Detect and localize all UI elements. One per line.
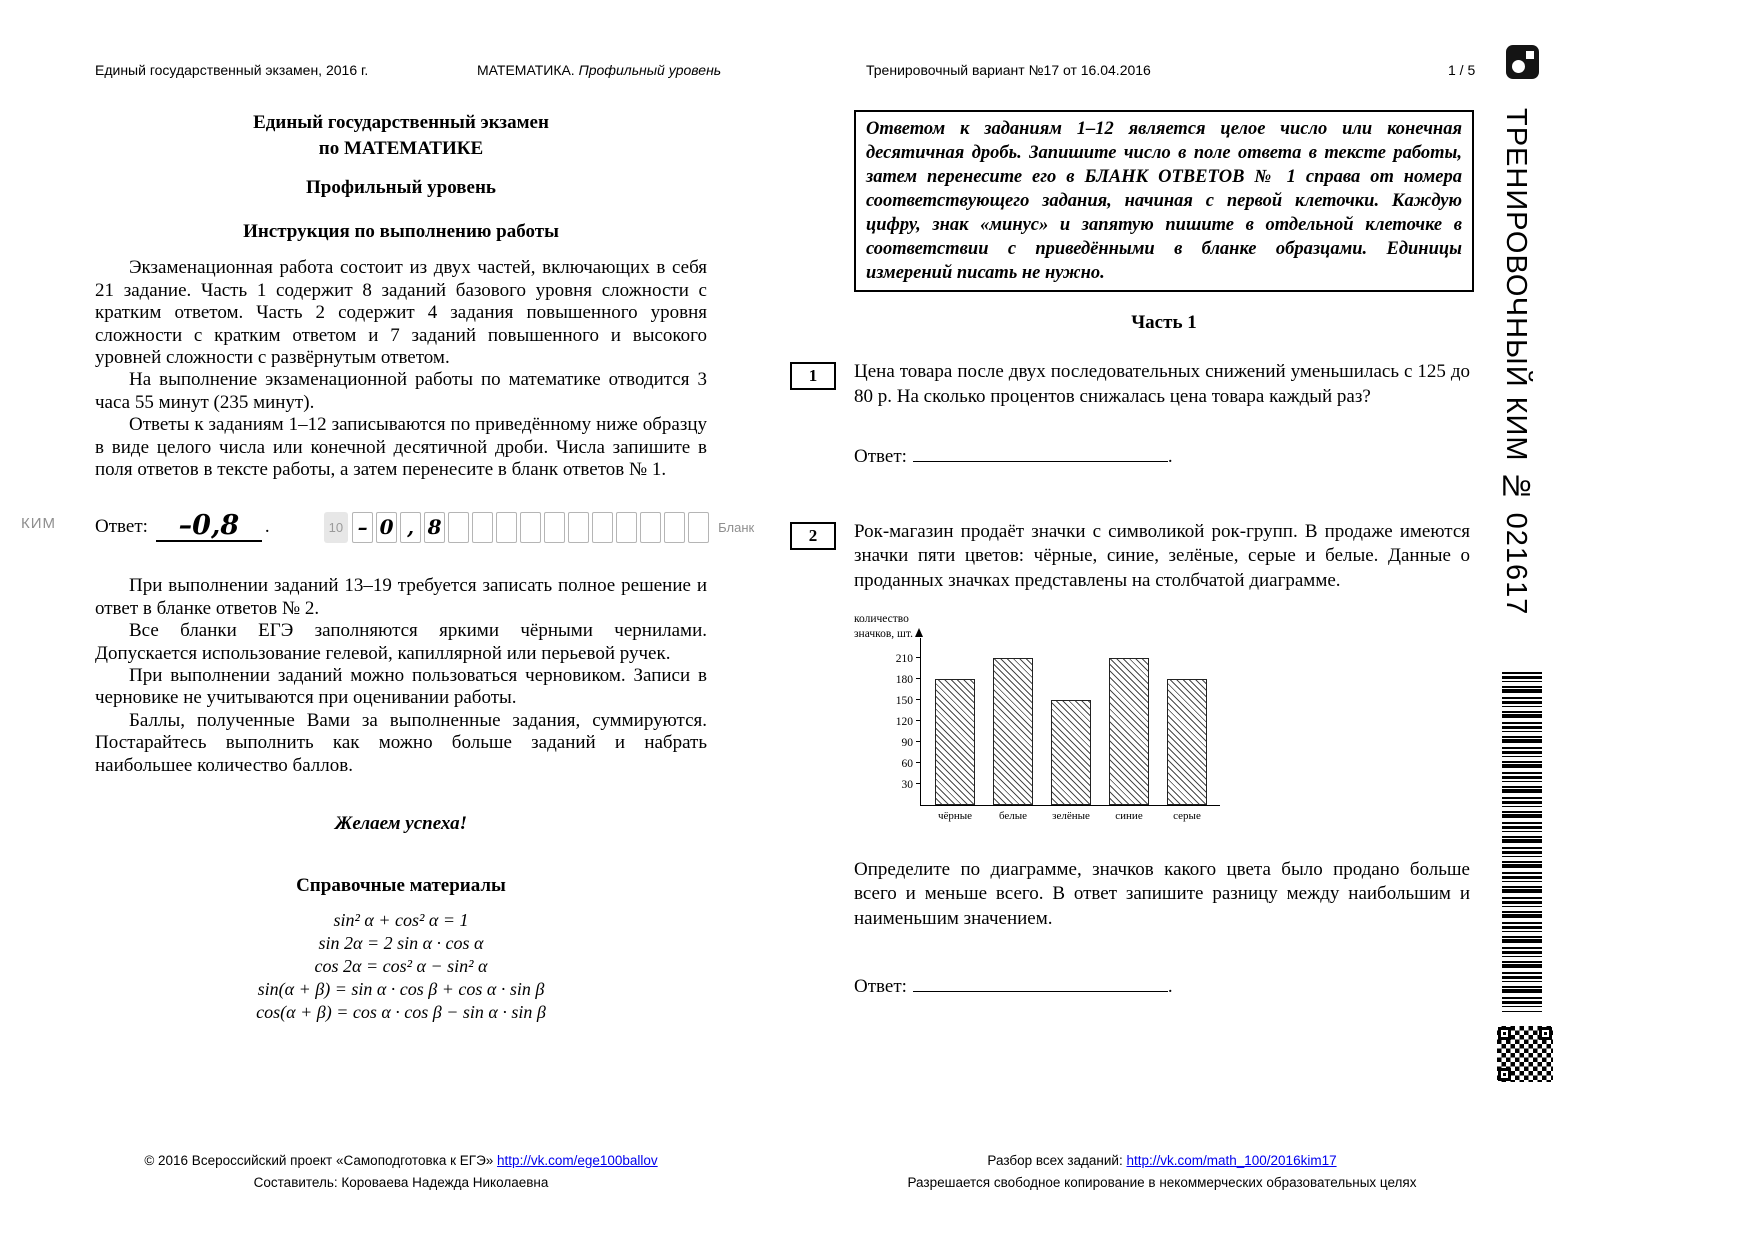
compiler-text: Составитель: Короваева Надежда Николаевна xyxy=(253,1174,549,1190)
y-tick-mark xyxy=(916,678,921,679)
answer-cells xyxy=(352,512,709,543)
chart-category-label: синие xyxy=(1115,809,1143,822)
answer-example xyxy=(21,503,755,551)
kim-watermark: КИМ xyxy=(21,515,57,533)
solutions-label: Разбор всех заданий: xyxy=(987,1153,1127,1168)
answer-period: . xyxy=(1167,445,1173,467)
answer-label: Ответ: xyxy=(854,445,907,467)
blank-watermark: Бланк xyxy=(718,519,755,535)
header-subject-name: МАТЕМАТИКА. xyxy=(477,62,575,78)
header-subject-level: Профильный уровень xyxy=(574,62,722,78)
instruction-paragraph: Ответы к заданиям 1–12 записываются по приведённому ниже образцу в виде целого числа или конечной десятичной дроби. Числа запишите в поля ответов в тексте работы, а затем перенесите в бланк ответов № 1. xyxy=(95,414,707,480)
answer-cell-14 xyxy=(664,512,685,543)
chart-bar-зелёные xyxy=(1051,700,1091,805)
answer-cell-5 xyxy=(448,512,469,543)
answer-cell-1: – xyxy=(352,512,373,543)
footer-right-line1 xyxy=(850,1150,1474,1172)
question-2 xyxy=(790,520,1474,594)
y-tick-label: 210 xyxy=(895,652,913,665)
qr-finder-icon xyxy=(1542,1030,1549,1037)
exam-title-line1: Единый государственный экзамен xyxy=(253,112,549,133)
exam-title-line2: по МАТЕМАТИКЕ xyxy=(318,137,484,159)
header-exam-name: Единый государственный экзамен, 2016 г. xyxy=(95,62,369,78)
bar-chart xyxy=(854,612,1250,838)
footer-left xyxy=(85,1150,717,1193)
answer-cell-12 xyxy=(616,512,637,543)
answer-cell-8 xyxy=(520,512,541,543)
answer-period: . xyxy=(264,516,270,538)
instruction-paragraph: На выполнение экзаменационной работы по математике отводится 3 часа 55 минут (235 минут). xyxy=(95,369,707,413)
y-tick-mark xyxy=(916,657,921,658)
chart-plot xyxy=(895,638,1220,822)
left-column xyxy=(21,110,755,1024)
y-axis-arrow-icon xyxy=(915,624,923,637)
header-variant: Тренировочный вариант №17 от 16.04.2016 xyxy=(866,62,1151,78)
answer-blank-strip xyxy=(324,512,709,543)
chart-bar-чёрные xyxy=(935,679,975,805)
question-1-number-box: 1 xyxy=(790,362,836,390)
question-2-text: Рок-магазин продаёт значки с символикой рок-групп. В продаже имеются значки пяти цветов: чёрные, синие, зелёные, серые и белые. Данные о проданных значках представлены на столбчатой диаграмме. xyxy=(854,520,1470,592)
y-tick-label: 90 xyxy=(901,736,913,749)
formula-line: cos 2α = cos² α − sin² α xyxy=(314,956,488,977)
answer-label: Ответ: xyxy=(854,975,907,997)
instruction-paragraph: Баллы, полученные Вами за выполненные задания, суммируются. Постарайтесь выполнить как можно больше заданий и набрать наибольшее количество баллов. xyxy=(95,709,707,776)
chart-y-axis-label-line1: количество xyxy=(854,612,909,625)
copyright-text: © 2016 Всероссийский проект «Самоподготовка к ЕГЭ» xyxy=(144,1153,498,1168)
y-tick-label: 120 xyxy=(895,715,913,728)
answer-cell-6 xyxy=(472,512,493,543)
answer-cell-9 xyxy=(544,512,565,543)
qr-code xyxy=(1497,1026,1553,1082)
instruction-paragraph: Экзаменационная работа состоит из двух частей, включающих в себя 21 задание. Часть 1 содержит 8 заданий базового уровня сложности с кратким ответом. Часть 2 содержит 4 задания повышенного уровня сложности с кратким ответом и 7 заданий повышенного и высокого уровней сложности с развёрнутым ответом. xyxy=(95,257,707,368)
y-tick-mark xyxy=(916,699,921,700)
instructions-heading: Инструкция по выполнению работы xyxy=(243,221,559,243)
y-tick-mark xyxy=(916,762,921,763)
chart-bar-серые xyxy=(1167,679,1207,805)
wish-text: Желаем успеха! xyxy=(334,813,468,834)
answer-blank-line xyxy=(913,977,1168,992)
answer-cell-10 xyxy=(568,512,589,543)
answer-format-notice: Ответом к заданиям 1–12 является целое число или конечная десятичная дробь. Запишите число в поле ответа в тексте работы, затем перенесите его в БЛАНК ОТВЕТОВ № 1 справа от номера соответствующего задания, начиная с первой клеточки. Каждую цифру, знак «минус» и запятую пишите в отдельной клеточке в соответствии с приведёнными в бланке образцами. Единицы измерений писать не нужно. xyxy=(854,110,1474,292)
right-column xyxy=(790,110,1474,998)
instruction-paragraph: При выполнении заданий 13–19 требуется записать полное решение и ответ в бланке ответов № 2. xyxy=(95,575,707,619)
chart-y-axis-label-line2: значков, шт. xyxy=(854,627,913,640)
handwritten-answer: –0,8 xyxy=(156,512,262,542)
kim-number-vertical-label: ТРЕНИРОВОЧНЫЙ КИМ № 021617 xyxy=(1500,108,1532,616)
header-subject xyxy=(477,62,721,78)
formula-line: sin 2α = 2 sin α · cos α xyxy=(318,933,484,954)
instruction-paragraph: Все бланки ЕГЭ заполняются яркими чёрными чернилами. Допускается использование гелевой, капиллярной или перьевой ручек. xyxy=(95,620,707,664)
brand-logo-icon xyxy=(1506,45,1539,79)
y-tick-mark xyxy=(916,783,921,784)
reference-formulas xyxy=(95,909,707,1024)
solutions-link[interactable]: http://vk.com/math_100/2016kim17 xyxy=(1126,1153,1337,1168)
y-tick-label: 150 xyxy=(895,694,913,707)
part-1-heading: Часть 1 xyxy=(1131,312,1197,334)
question-2-followup-text: Определите по диаграмме, значков какого цвета было продано больше всего и меньше всего. В ответ запишите разницу между наибольшим и наименьшим значением. xyxy=(854,858,1470,930)
formula-line: sin² α + cos² α = 1 xyxy=(333,910,469,930)
answer-period: . xyxy=(1167,975,1173,997)
barcode xyxy=(1502,672,1542,1012)
answer-example-label: Ответ: xyxy=(95,516,148,538)
answer-cell-7 xyxy=(496,512,517,543)
answer-cell-15 xyxy=(688,512,709,543)
y-tick-label: 60 xyxy=(901,757,913,770)
blank-field-number: 10 xyxy=(324,512,348,543)
y-tick-mark xyxy=(916,720,921,721)
reference-heading: Справочные материалы xyxy=(296,875,506,896)
y-tick-mark xyxy=(916,741,921,742)
y-tick-label: 180 xyxy=(895,673,913,686)
chart-bar-белые xyxy=(993,658,1033,805)
answer-cell-2: 0 xyxy=(376,512,397,543)
page-number: 1 / 5 xyxy=(1448,62,1476,78)
question-1 xyxy=(790,360,1474,409)
answer-cell-3: , xyxy=(400,512,421,543)
chart-category-label: зелёные xyxy=(1052,809,1090,822)
answer-blank-line xyxy=(913,447,1168,462)
project-link[interactable]: http://vk.com/ege100ballov xyxy=(497,1153,658,1168)
footer-left-line1 xyxy=(85,1150,717,1172)
logo-circle-icon xyxy=(1512,60,1525,73)
license-text: Разрешается свободное копирование в некоммерческих образовательных целях xyxy=(907,1174,1417,1190)
answer-cell-13 xyxy=(640,512,661,543)
exam-level: Профильный уровень xyxy=(306,177,496,199)
answer-cell-4: 8 xyxy=(424,512,445,543)
chart-y-axis-label xyxy=(854,612,913,642)
formula-line: cos(α + β) = cos α · cos β − sin α · sin β xyxy=(256,1002,546,1023)
exam-title xyxy=(95,110,707,161)
instruction-paragraph: При выполнении заданий можно пользоваться черновиком. Записи в черновике не учитываются при оценивании работы. xyxy=(95,664,707,709)
logo-square-icon xyxy=(1526,51,1534,59)
question-2-number-box: 2 xyxy=(790,522,836,550)
qr-finder-icon xyxy=(1501,1071,1508,1078)
answer-cell-11 xyxy=(592,512,613,543)
formula-line: sin(α + β) = sin α · cos β + cos α · sin β xyxy=(257,979,545,1000)
chart-category-label: белые xyxy=(998,809,1028,822)
question-2-answer-row xyxy=(854,976,1474,998)
chart-category-label: серые xyxy=(1173,809,1201,822)
y-tick-label: 30 xyxy=(901,778,913,791)
question-1-answer-row xyxy=(854,446,1474,468)
chart-category-label: чёрные xyxy=(937,809,973,822)
question-1-text: Цена товара после двух последовательных снижений уменьшилась с 125 до 80 р. На сколько процентов снижалась цена товара каждый раз? xyxy=(854,361,1470,408)
qr-finder-icon xyxy=(1501,1030,1508,1037)
chart-bar-синие xyxy=(1109,658,1149,805)
footer-right xyxy=(850,1150,1474,1193)
